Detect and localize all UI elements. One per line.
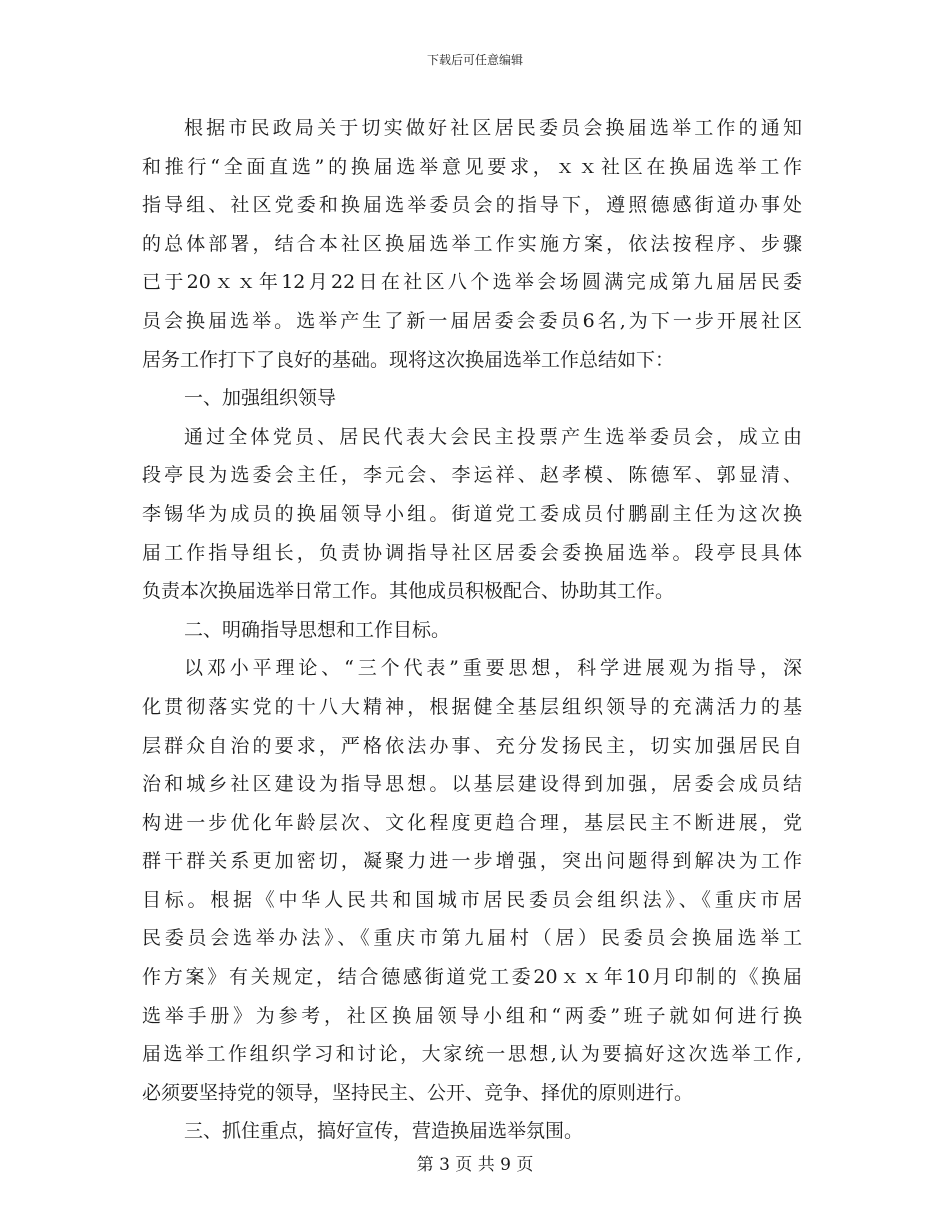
- section-heading: 二、明确指导思想和工作目标。: [184, 618, 451, 641]
- paragraph-line: 和推行“全面直选”的换届选举意见要求，ｘｘ社区在换届选举工作: [142, 155, 802, 178]
- paragraph-line: 届选举工作组织学习和讨论，大家统一思想,认为要搞好这次选举工作,: [142, 1043, 802, 1066]
- page-header-note: 下载后可任意编辑: [426, 53, 523, 67]
- section-heading: 一、加强组织领导: [184, 387, 337, 410]
- paragraph-line: 以邓小平理论、“三个代表”重要思想，科学进展观为指导，深: [184, 657, 802, 680]
- paragraph-line: 段亭艮为选委会主任，李元会、李运祥、赵孝模、陈德军、郭显清、: [142, 464, 802, 487]
- paragraph-line: 必须要坚持党的领导，坚持民主、公开、竞争、择优的原则进行。: [142, 1081, 694, 1104]
- paragraph-line: 通过全体党员、居民代表大会民主投票产生选举委员会，成立由: [184, 425, 802, 448]
- paragraph-line: 目标。根据《中华人民共和国城市居民委员会组织法》、《重庆市居: [142, 888, 802, 911]
- paragraph-line: 层群众自治的要求，严格依法办事、充分发扬民主，切实加强居民自: [142, 734, 802, 757]
- paragraph-line: 构进一步优化年龄层次、文化程度更趋合理，基层民主不断进展，党: [142, 811, 802, 834]
- paragraph-line: 作方案》有关规定，结合德感街道党工委20ｘｘ年10月印制的《换届: [142, 966, 802, 989]
- paragraph-line: 的总体部署，结合本社区换届选举工作实施方案，依法按程序、步骤: [142, 232, 802, 255]
- paragraph-line: 化贯彻落实党的十八大精神，根据健全基层组织领导的充满活力的基: [142, 695, 802, 718]
- section-heading: 三、抓住重点，搞好宣传，营造换届选举氛围。: [184, 1120, 584, 1143]
- paragraph-line: 员会换届选举。选举产生了新一届居委会委员6名,为下一步开展社区: [142, 309, 802, 332]
- paragraph-line: 民委员会选举办法》、《重庆市第九届村（居）民委员会换届选举工: [142, 927, 802, 950]
- paragraph-line: 负责本次换届选举日常工作。其他成员积极配合、协助其工作。: [142, 580, 675, 603]
- paragraph-line: 届工作指导组长，负责协调指导社区居委会委换届选举。段亭艮具体: [142, 541, 802, 564]
- paragraph-line: 选举手册》为参考，社区换届领导小组和“两委”班子就如何进行换: [142, 1004, 802, 1027]
- paragraph-line: 治和城乡社区建设为指导思想。以基层建设得到加强，居委会成员结: [142, 773, 802, 796]
- paragraph-line: 居务工作打下了良好的基础。现将这次换届选举工作总结如下：: [142, 348, 675, 371]
- page-number-footer: 第 3 页 共 9 页: [416, 1155, 534, 1175]
- paragraph-line: 已于20ｘｘ年12月22日在社区八个选举会场圆满完成第九届居民委: [142, 271, 802, 294]
- paragraph-line: 李锡华为成员的换届领导小组。街道党工委成员付鹏副主任为这次换: [142, 502, 802, 525]
- paragraph-line: 指导组、社区党委和换届选举委员会的指导下，遵照德感街道办事处: [142, 194, 802, 217]
- paragraph-line: 根据市民政局关于切实做好社区居民委员会换届选举工作的通知: [184, 117, 802, 139]
- paragraph-line: 群干群关系更加密切，凝聚力进一步增强，突出问题得到解决为工作: [142, 850, 802, 873]
- document-body: [142, 109, 802, 1151]
